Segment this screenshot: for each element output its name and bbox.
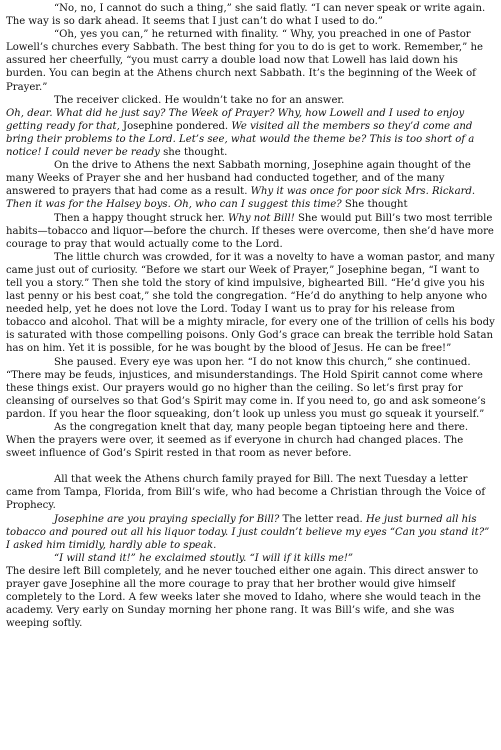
body-text: She would put Bill’s two most terrible habits—tobacco and liquor—before the church. If theses were overcome, then she’d have more courage to pray that would actually come to the Lord. [6,212,494,250]
body-text: The little church was crowded, for it was a novelty to have a woman pastor, and many came just out of curiosity. “Before we start our Week of Prayer,” Josephine began, “I want to tell you a story.” Then she told the story of kind impulsive, bighearted Bill. “He’d give you his last penny or his best coat,” she told the congregation. “He’d do anything to help anyone who needed help, yet he does not love the Lord. Today I want us to pray for his release from tobacco and alcohol. That will be a mighty miracle, for every one of the trillion of cells his body is saturated with those compelling poisons. Only God’s grace can break the terrible hold Satan has on him. Yet it is possible, for he was bought by the blood of Jesus. He can be free!” [6,251,495,355]
paragraph [6,251,495,356]
paragraph [6,565,495,630]
body-text: She paused. Every eye was upon her. “I do not know this church,” she continued. “There may be feuds, injustices, and misunderstandings. The Hold Spirit cannot come where these things exist. Our prayers would go no higher than the ceiling. So let’s first pray for cleansing of ourselves so that God’s Spirit may come in. If you need to, go and ask someone’s pardon. If you hear the floor squeaking, don’t look up unless you must go squeak it yourself.” [6,356,486,420]
paragraph [6,421,495,460]
italic-text: Oh, dear. What did he just say? The Week of Prayer? Why, how Lowell and I used to enjoy getting ready for that, [6,107,465,132]
body-text: As the congregation knelt that day, many people began tiptoeing here and there. When the prayers were over, it seemed as if everyone in church had changed places. The sweet influence of God’s Spirit rested in that room as never before. [6,422,469,460]
body-text: On the drive to Athens the next Sabbath morning, Josephine again thought of the many Weeks of Prayer she and her husband had conducted together, and of the many answered to prayers that had come as a result. [6,160,471,198]
body-text: Josephine pondered. [123,120,232,132]
italic-text: “I will stand it!” he exclaimed stoutly. “I will if it kills me!” [54,552,354,564]
italic-text: He just burned all his tobacco and poured out all his liquor today. I just couldn’t believe my eyes “Can you stand it?” I asked him timidly, hardly able to speak. [6,513,490,551]
paragraph [6,28,495,93]
body-text: She thought [344,199,408,211]
body-text: All that week the Athens church family prayed for Bill. The next Tuesday a letter came from Tampa, Florida, from Bill’s wife, who had become a Christian through the Voice of Prophecy. [6,474,486,512]
body-text: The receiver clicked. He wouldn’t take no for an answer. [54,94,345,106]
italic-text: Josephine are you praying specially for Bill? [54,513,283,525]
italic-text: Why it was once for poor sick Mrs. Rickard. Then it was for the Halsey boys. Oh, who can I suggest this time? [6,186,476,211]
body-text: “No, no, I cannot do such a thing,” she said flatly. “I can never speak or write again. The way is so dark ahead. It seems that I just can’t do what I used to do.” [6,3,486,28]
body-text: The letter read. [282,513,366,525]
italic-text: We visited all the members so they’d come and bring their problems to the Lord. Let’s see, what would the theme be? This is too short of a notice! I could never be ready [6,120,475,159]
paragraph [6,552,495,565]
paragraph [6,513,495,552]
body-text: she thought. [163,147,228,159]
body-text: “Oh, yes you can,” he returned with finality. “ Why, you preached in one of Pastor Lowell’s churches every Sabbath. The best thing for you to do is get to work. Remember,” he assured her cheerfully, “you must carry a double load now that Lowell has laid down his burden. You can begin at the Athens church next Sabbath. It’s the beginning of the Week of Prayer.” [6,29,483,93]
paragraph [6,2,495,28]
paragraph [6,94,495,107]
paragraph [6,159,495,211]
paragraph [6,473,495,512]
section-break [6,460,495,473]
body-text: The desire left Bill completely, and he never touched either one again. This direct answer to prayer gave Josephine all the more courage to pray that her brother would give himself completely to the Lord. A few weeks later she moved to Idaho, where she would teach in the academy. Very early on Sunday morning her phone rang. It was Bill’s wife, and she was weeping softly. [6,565,481,630]
paragraph [6,212,495,251]
paragraph [6,107,495,159]
paragraph [6,356,495,421]
italic-text: Why not Bill! [228,212,299,224]
body-text: Then a happy thought struck her. [54,212,229,224]
